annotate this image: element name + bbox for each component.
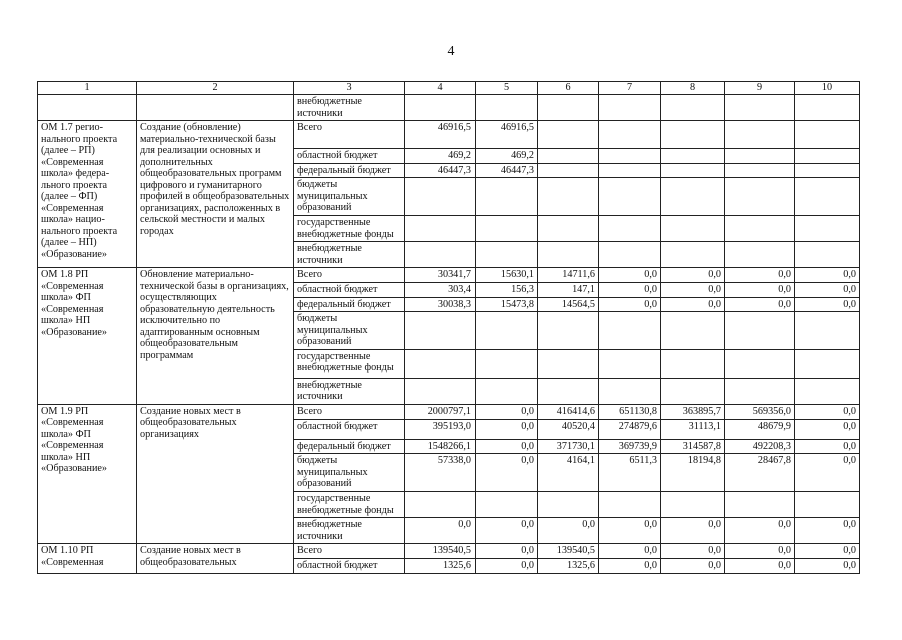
amount-cell: 0,0 [795, 439, 860, 454]
amount-cell: 369739,9 [599, 439, 661, 454]
amount-cell: 14564,5 [538, 297, 599, 312]
amount-cell [795, 163, 860, 178]
amount-cell: 14711,6 [538, 268, 599, 283]
amount-cell: 1325,6 [538, 559, 599, 574]
amount-cell: 31113,1 [661, 419, 725, 439]
amount-cell [405, 492, 476, 518]
amount-cell: 57338,0 [405, 454, 476, 492]
funding-source-cell: бюджеты муниципальных образований [294, 178, 405, 216]
amount-cell: 1325,6 [405, 559, 476, 574]
measure-description-cell: Создание новых мест в общеобразовательных организациях [137, 404, 294, 544]
amount-cell: 28467,8 [725, 454, 795, 492]
amount-cell [538, 178, 599, 216]
funding-source-cell: федеральный бюджет [294, 439, 405, 454]
amount-cell: 274879,6 [599, 419, 661, 439]
amount-cell: 469,2 [476, 149, 538, 164]
funding-source-cell: Всего [294, 404, 405, 419]
amount-cell [795, 492, 860, 518]
table-row [38, 268, 860, 283]
amount-cell: 395193,0 [405, 419, 476, 439]
funding-source-cell: областной бюджет [294, 419, 405, 439]
amount-cell [599, 121, 661, 149]
amount-cell: 0,0 [795, 283, 860, 298]
amount-cell [599, 216, 661, 242]
funding-source-cell: внебюджетные источники [294, 95, 405, 121]
amount-cell: 0,0 [476, 559, 538, 574]
amount-cell: 0,0 [476, 518, 538, 544]
amount-cell: 0,0 [725, 544, 795, 559]
amount-cell: 569356,0 [725, 404, 795, 419]
amount-cell [476, 312, 538, 350]
amount-cell [661, 378, 725, 404]
amount-cell: 363895,7 [661, 404, 725, 419]
amount-cell [725, 121, 795, 149]
amount-cell [725, 242, 795, 268]
amount-cell [476, 378, 538, 404]
amount-cell [725, 378, 795, 404]
column-header: 6 [538, 82, 599, 95]
amount-cell [661, 178, 725, 216]
table-header-row [38, 82, 860, 95]
amount-cell: 2000797,1 [405, 404, 476, 419]
amount-cell [599, 178, 661, 216]
amount-cell [476, 242, 538, 268]
amount-cell: 0,0 [795, 544, 860, 559]
amount-cell [795, 349, 860, 378]
amount-cell [476, 216, 538, 242]
amount-cell [599, 312, 661, 350]
amount-cell: 46447,3 [405, 163, 476, 178]
amount-cell: 1548266,1 [405, 439, 476, 454]
measure-description-cell: Создание новых мест в общеобразовательных [137, 544, 294, 574]
amount-cell [538, 349, 599, 378]
amount-cell [661, 163, 725, 178]
amount-cell: 40520,4 [538, 419, 599, 439]
amount-cell [405, 242, 476, 268]
amount-cell [405, 95, 476, 121]
funding-source-cell: внебюджетные источники [294, 378, 405, 404]
amount-cell [405, 178, 476, 216]
funding-source-cell: Всего [294, 268, 405, 283]
amount-cell: 0,0 [661, 297, 725, 312]
funding-source-cell: государственные внебюджетные фонды [294, 492, 405, 518]
amount-cell: 0,0 [725, 518, 795, 544]
funding-source-cell: федеральный бюджет [294, 297, 405, 312]
amount-cell [538, 163, 599, 178]
funding-source-cell: Всего [294, 121, 405, 149]
amount-cell: 0,0 [599, 297, 661, 312]
amount-cell: 0,0 [725, 297, 795, 312]
amount-cell: 0,0 [599, 559, 661, 574]
amount-cell [661, 312, 725, 350]
amount-cell: 651130,8 [599, 404, 661, 419]
amount-cell: 0,0 [661, 544, 725, 559]
amount-cell [725, 95, 795, 121]
measure-code-cell [38, 95, 137, 121]
amount-cell: 0,0 [476, 439, 538, 454]
amount-cell: 46447,3 [476, 163, 538, 178]
amount-cell: 156,3 [476, 283, 538, 298]
funding-source-cell: бюджеты муниципальных образований [294, 454, 405, 492]
amount-cell [795, 178, 860, 216]
amount-cell [599, 492, 661, 518]
amount-cell [725, 216, 795, 242]
amount-cell: 0,0 [795, 518, 860, 544]
amount-cell: 0,0 [795, 559, 860, 574]
amount-cell [661, 349, 725, 378]
amount-cell: 0,0 [476, 404, 538, 419]
amount-cell: 46916,5 [405, 121, 476, 149]
amount-cell [538, 95, 599, 121]
measure-code-cell: ОМ 1.9 РП «Современная школа» ФП «Современная школа» НП «Образование» [38, 404, 137, 544]
amount-cell [599, 349, 661, 378]
amount-cell [538, 242, 599, 268]
amount-cell: 0,0 [725, 559, 795, 574]
column-header: 10 [795, 82, 860, 95]
amount-cell: 30038,3 [405, 297, 476, 312]
funding-source-cell: областной бюджет [294, 149, 405, 164]
amount-cell [725, 312, 795, 350]
amount-cell [476, 349, 538, 378]
amount-cell: 0,0 [725, 283, 795, 298]
amount-cell [476, 95, 538, 121]
amount-cell [795, 216, 860, 242]
amount-cell: 0,0 [795, 268, 860, 283]
amount-cell [795, 121, 860, 149]
amount-cell [599, 149, 661, 164]
amount-cell: 0,0 [725, 268, 795, 283]
amount-cell [599, 242, 661, 268]
amount-cell [725, 492, 795, 518]
amount-cell: 469,2 [405, 149, 476, 164]
amount-cell: 492208,3 [725, 439, 795, 454]
measure-description-cell [137, 95, 294, 121]
column-header: 7 [599, 82, 661, 95]
amount-cell: 303,4 [405, 283, 476, 298]
amount-cell: 0,0 [661, 518, 725, 544]
amount-cell [725, 349, 795, 378]
amount-cell: 30341,7 [405, 268, 476, 283]
amount-cell: 0,0 [795, 454, 860, 492]
amount-cell: 0,0 [795, 404, 860, 419]
funding-source-cell: Всего [294, 544, 405, 559]
column-header: 4 [405, 82, 476, 95]
amount-cell: 0,0 [599, 268, 661, 283]
amount-cell [661, 95, 725, 121]
amount-cell: 4164,1 [538, 454, 599, 492]
funding-source-cell: областной бюджет [294, 283, 405, 298]
amount-cell: 139540,5 [405, 544, 476, 559]
amount-cell: 46916,5 [476, 121, 538, 149]
amount-cell: 0,0 [476, 419, 538, 439]
amount-cell [795, 95, 860, 121]
amount-cell [538, 492, 599, 518]
amount-cell [538, 312, 599, 350]
funding-source-cell: федеральный бюджет [294, 163, 405, 178]
amount-cell: 0,0 [661, 283, 725, 298]
amount-cell [599, 95, 661, 121]
column-header: 8 [661, 82, 725, 95]
amount-cell: 147,1 [538, 283, 599, 298]
amount-cell: 0,0 [405, 518, 476, 544]
amount-cell [661, 149, 725, 164]
amount-cell: 15473,8 [476, 297, 538, 312]
amount-cell [405, 312, 476, 350]
table-row [38, 404, 860, 419]
amount-cell [405, 378, 476, 404]
amount-cell: 0,0 [795, 297, 860, 312]
measure-description-cell: Создание (обновление) материально-технической базы для реализации основных и дополнительных общеобразовательных программ цифрового и гуманитарного профилей в общеобразовательных организациях, расположенных в сельской местности и малых городах [137, 121, 294, 268]
amount-cell: 15630,1 [476, 268, 538, 283]
amount-cell [538, 149, 599, 164]
amount-cell: 0,0 [599, 544, 661, 559]
measure-code-cell: ОМ 1.7 регио-нального проекта (далее – РП) «Современная школа» федера-льного проекта (далее – ФП) «Современная школа» нацио-нального проекта (далее – НП) «Образование» [38, 121, 137, 268]
measure-code-cell: ОМ 1.8 РП «Современная школа» ФП «Современная школа» НП «Образование» [38, 268, 137, 405]
amount-cell [476, 178, 538, 216]
column-header: 5 [476, 82, 538, 95]
funding-source-cell: внебюджетные источники [294, 518, 405, 544]
measure-description-cell: Обновление материально-технической базы в организациях, осуществляющих образовательную деятельность исключительно по адаптированным основным общеобразовательным программам [137, 268, 294, 405]
amount-cell [405, 216, 476, 242]
amount-cell: 416414,6 [538, 404, 599, 419]
amount-cell: 0,0 [599, 518, 661, 544]
amount-cell [795, 242, 860, 268]
table-row [38, 95, 860, 121]
funding-source-cell: государственные внебюджетные фонды [294, 349, 405, 378]
amount-cell: 0,0 [538, 518, 599, 544]
amount-cell [725, 149, 795, 164]
column-header: 3 [294, 82, 405, 95]
amount-cell [405, 349, 476, 378]
amount-cell [661, 492, 725, 518]
funding-source-cell: бюджеты муниципальных образований [294, 312, 405, 350]
column-header: 2 [137, 82, 294, 95]
amount-cell [725, 178, 795, 216]
amount-cell: 6511,3 [599, 454, 661, 492]
amount-cell [599, 378, 661, 404]
amount-cell: 0,0 [661, 268, 725, 283]
amount-cell: 0,0 [795, 419, 860, 439]
amount-cell: 139540,5 [538, 544, 599, 559]
amount-cell: 0,0 [661, 559, 725, 574]
amount-cell: 0,0 [599, 283, 661, 298]
column-header: 1 [38, 82, 137, 95]
page-number: 4 [447, 44, 455, 59]
amount-cell: 0,0 [476, 544, 538, 559]
budget-table [37, 81, 860, 574]
funding-source-cell: внебюджетные источники [294, 242, 405, 268]
amount-cell [725, 163, 795, 178]
amount-cell [538, 216, 599, 242]
amount-cell [538, 121, 599, 149]
column-header: 9 [725, 82, 795, 95]
amount-cell [661, 121, 725, 149]
amount-cell: 314587,8 [661, 439, 725, 454]
amount-cell [538, 378, 599, 404]
amount-cell [661, 216, 725, 242]
table-row [38, 544, 860, 559]
amount-cell [795, 149, 860, 164]
measure-code-cell: ОМ 1.10 РП «Современная [38, 544, 137, 574]
amount-cell [795, 312, 860, 350]
amount-cell [476, 492, 538, 518]
amount-cell: 18194,8 [661, 454, 725, 492]
funding-source-cell: областной бюджет [294, 559, 405, 574]
amount-cell: 371730,1 [538, 439, 599, 454]
amount-cell: 0,0 [476, 454, 538, 492]
amount-cell: 48679,9 [725, 419, 795, 439]
amount-cell [661, 242, 725, 268]
amount-cell [795, 378, 860, 404]
funding-source-cell: государственные внебюджетные фонды [294, 216, 405, 242]
table-row [38, 121, 860, 149]
amount-cell [599, 163, 661, 178]
